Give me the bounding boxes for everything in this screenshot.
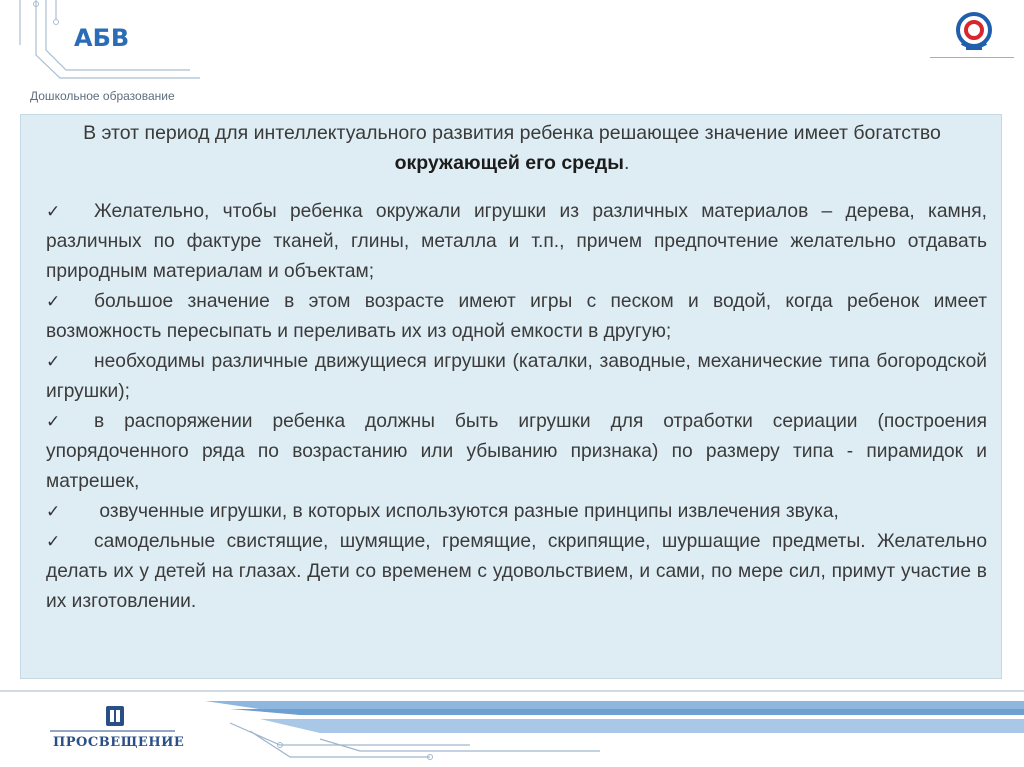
footer-decoration	[0, 685, 1024, 767]
intro-emphasis: окружающей его среды	[394, 152, 624, 174]
list-item	[46, 527, 987, 617]
checkmark-icon: ✓	[46, 202, 61, 222]
list-item	[46, 347, 987, 407]
list-item	[46, 197, 987, 287]
list-item	[46, 407, 987, 497]
intro-text: В этот период для интеллектуального развития ребенка решающее значение имеет богатство	[83, 122, 941, 144]
list-item-text: в распоряжении ребенка должны быть игрушки для отработки сериации (построения упорядоченного ряда по возрастанию или убыванию признака) по размеру типа - пирамидок и матрешек,	[46, 411, 987, 492]
abv-logo: АБВ	[74, 24, 130, 52]
checkmark-icon: ✓	[46, 412, 61, 432]
checkmark-icon: ✓	[46, 292, 61, 312]
checkmark-icon: ✓	[46, 502, 61, 522]
checkmark-icon: ✓	[46, 532, 61, 552]
list-item	[46, 287, 987, 347]
intro-period: .	[623, 152, 630, 174]
list-item-text: необходимы различные движущиеся игрушки (каталки, заводные, механические типа богородской игрушки);	[46, 351, 987, 402]
list-item-text: самодельные свистящие, шумящие, гремящие, скрипящие, шуршащие предметы. Желательно делать их у детей на глазах. Дети со временем с удовольствием, и сами, по мере сил, примут участие в их изготовлении.	[46, 531, 987, 612]
header-divider	[930, 57, 1014, 58]
checkmark-icon: ✓	[46, 352, 61, 372]
list-item	[46, 497, 987, 527]
bullet-list	[46, 197, 987, 617]
emblem-icon	[954, 10, 994, 52]
list-item-text: озвученные игрушки, в которых используются разные принципы извлечения звука,	[94, 501, 839, 522]
list-item-text: большое значение в этом возрасте имеют игры с песком и водой, когда ребенок имеет возможность пересыпать и переливать их из одной емкости в другую;	[46, 291, 987, 342]
header-subtitle: Дошкольное образование	[30, 89, 175, 103]
intro-paragraph	[30, 118, 994, 178]
publisher-name: ПРОСВЕЩЕНИЕ	[53, 735, 185, 750]
list-item-text: Желательно, чтобы ребенка окружали игрушки из различных материалов – дерева, камня, различных по фактуре тканей, глины, металла и т.п., причем предпочтение желательно отдавать природным материалам и объектам;	[46, 201, 987, 282]
prosveshchenie-logo-icon	[104, 704, 126, 728]
